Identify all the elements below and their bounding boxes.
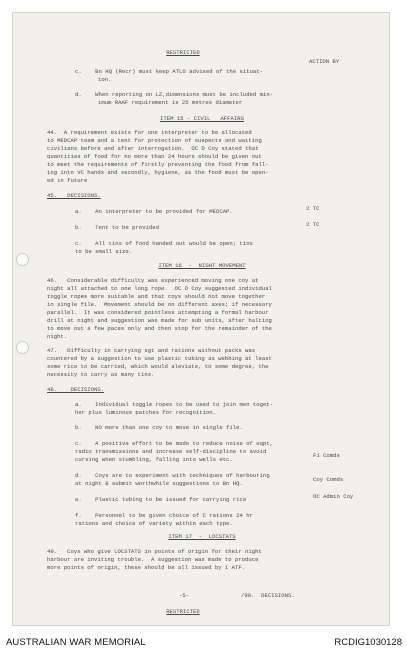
para-48-heading: 48. DECISIONS. [47,386,105,393]
para-47: countered by a suggestion to use plastic tubing as webbing at least [47,355,272,362]
footer-restricted: RESTRICTED [166,608,200,615]
para-46: in single file. Movement should be on different axes; if necessary [47,301,272,308]
para-46: night all attached to one long rope. OC D Coy suggested individual [47,285,272,292]
decision-48f: f. Personnel to be given choice of C rations 24 hr [75,512,253,519]
action-45a: 2 TC [306,205,320,212]
decision-45a: a. An interpreter to be provided for MEDCAP. [75,208,233,215]
para-44: 44. A requirement exists for one interpreter to be allocated [47,129,252,136]
para-44: civilians before and after interrogation. OC D Coy stated that [47,145,259,152]
page-number: -5- [179,592,190,599]
decision-48f: rations and choice of variety within each type. [75,520,233,527]
para-49: harbour are inviting trouble. A suggestion was made to produce [47,556,259,563]
para-46: toggle ropes more suitable and that coys should not move together [47,293,266,300]
action-48e: OC Admin Coy [313,493,354,500]
header-action-by: ACTION BY [309,58,340,65]
punch-hole [16,341,29,354]
action-48d: Coy Comds [313,476,344,483]
decision-48a: a. Individual toggle ropes to be used to join men toget- [75,401,274,408]
para-47: necessity to carry as many tins. [47,371,155,378]
decision-48a: her plus luminous patches for recognition. [75,409,216,416]
para-46: night. [47,333,68,340]
para-46: 46. Considerable difficulty was experienced moving one coy at [47,277,259,284]
para-49: more points of origin, these should be all issued by 1 ATF. [47,564,246,571]
line: ion. [98,76,112,83]
para-46: to move out a few paces only and then stop for the remainder of the [47,325,272,332]
item-15-heading: ITEM 15 - CIVIL AFFAIRS [160,115,244,122]
para-44: to meet the requirements of firstly preventing the food from fall- [47,161,269,168]
decision-45c: c. All tins of food handed out would be open; tins [75,240,253,247]
decision-45b: b. Tent to be provided [75,224,159,231]
para-44: quantities of food for no more than 24 hours should be given out [47,153,262,160]
decision-48d: at night & submit worthwhile suggestions to Bn HQ. [75,480,243,487]
item-17-heading: ITEM 17 - LOCSTATS [168,533,236,540]
action-48c: F1 Comds [313,452,340,459]
para-44: ing into VC hands and secondly, hygiene, as the food must be open- [47,169,269,176]
para-44: ed in future [47,177,88,184]
line: imum RAAF requirement is 25 metres diameter [98,99,243,106]
document-page [12,12,390,626]
decision-48c: c. A positive effort to be made to reduce noise of eqpt, [75,440,274,447]
continuation-note: /90. DECISIONS. [241,592,295,599]
record-id: RCDIG1030128 [334,637,402,648]
archive-footer [0,631,407,653]
header-restricted: RESTRICTED [166,49,200,56]
decision-48d: d. Coys are to experiment with techniques of harbouring [75,472,270,479]
para-46: parallel. It was considered pointless attempting a formal harbour [47,309,269,316]
line: d. When reporting on LZ,dimensions must be included min- [75,91,274,98]
decision-45c: to be small size. [75,248,133,255]
decision-48b: b. NO more than one coy to move in single file. [75,424,243,431]
para-45-heading: 45. DECISIONS. [47,192,101,199]
decision-48c: radio transmissions and increase self-discipline to avoid [75,448,267,455]
archive-name: AUSTRALIAN WAR MEMORIAL [6,637,146,648]
para-46: drill at night and suggestion was made for sub units, after halting [47,317,272,324]
para-47: 47. Difficulty in carrying sgt and rations without packs was [47,347,256,354]
decision-48e: e. Plastic tubing to be issued for carrying rice [75,496,247,503]
para-47: some rice to be carried, which would aleviate, to some degree, the [47,363,269,370]
line: c. Bn HQ (Recr) must keep ATLO advised of the situat- [75,68,263,75]
action-45b: 2 TC [306,221,320,228]
decision-48c: cursing when stumbling, falling into wells etc. [75,456,233,463]
para-49: 49. Coys who give LOCSTATS in points of origin for their night [47,548,262,555]
item-16-heading: ITEM 16 - NIGHT MOVEMENT [158,262,246,269]
para-44: to MEDCAP team and a tent for protection of suspects and waiting [47,137,262,144]
